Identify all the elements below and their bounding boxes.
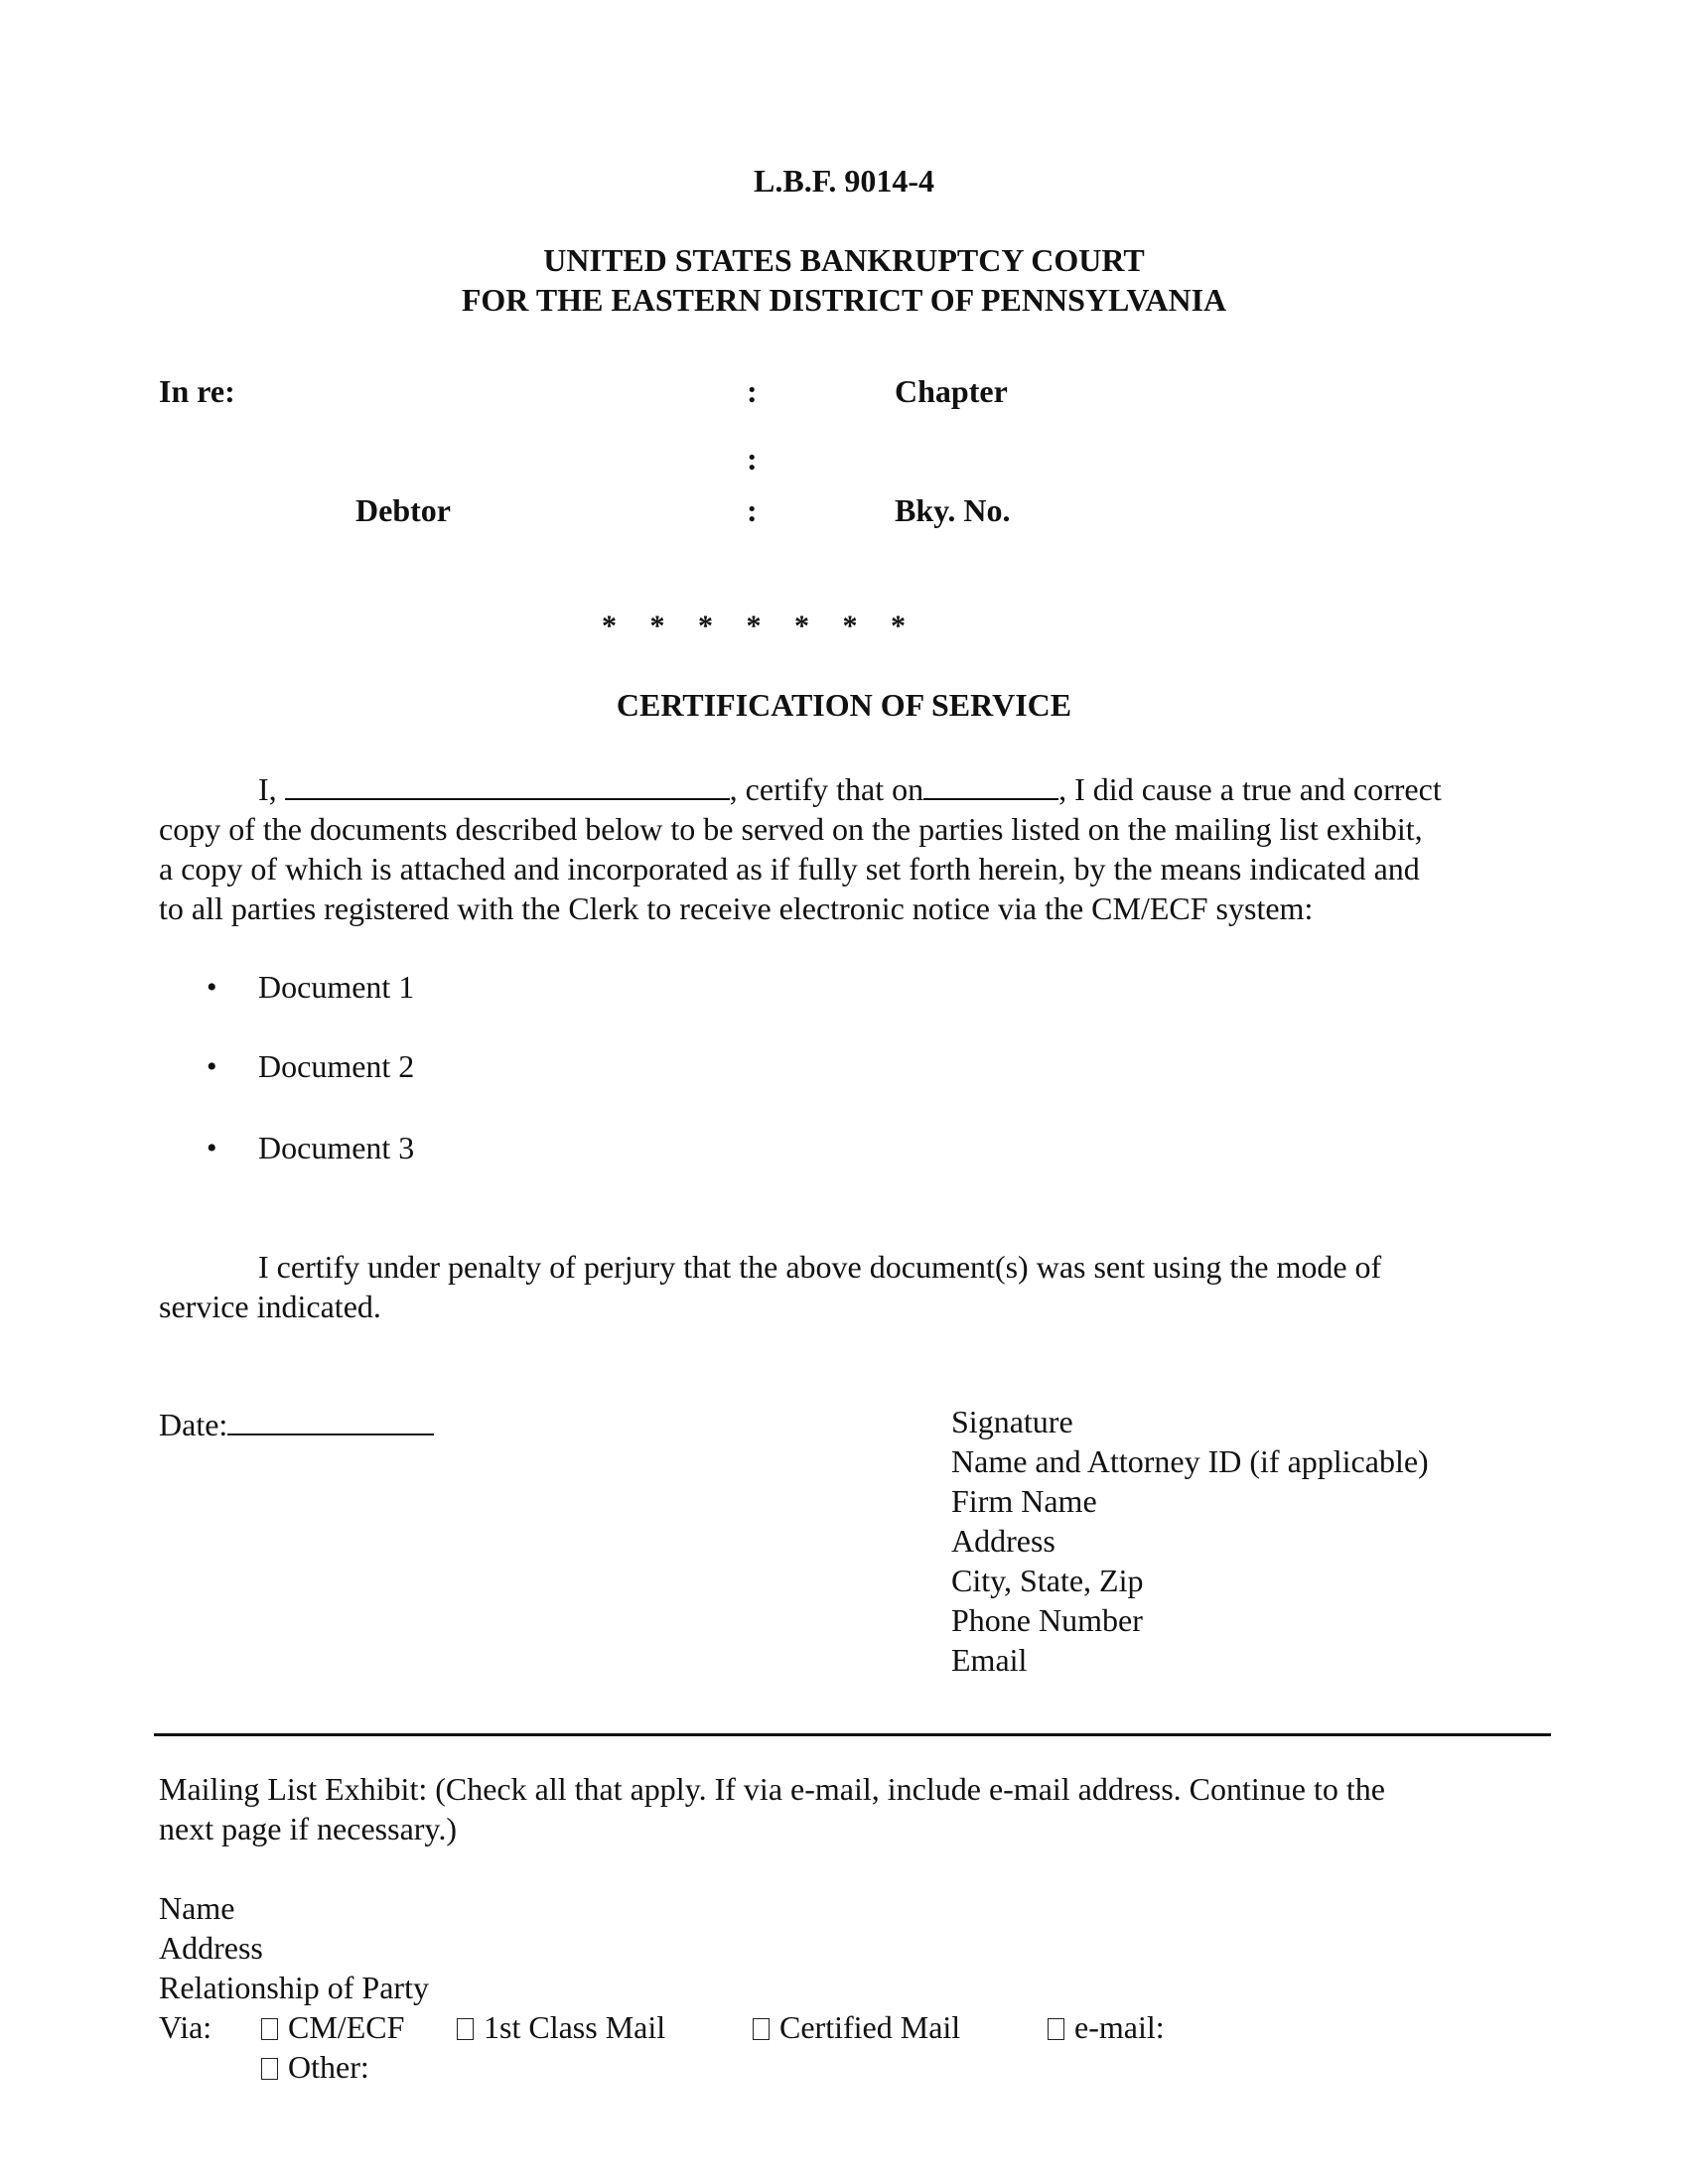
caption-colon: : — [747, 492, 758, 528]
signature-block — [951, 1402, 1429, 1680]
signature-line: Signature — [951, 1404, 1073, 1439]
via-row — [159, 2007, 1385, 2047]
option-cm-ecf[interactable] — [261, 2007, 404, 2047]
court-name-line2: FOR THE EASTERN DISTRICT OF PENNSYLVANIA — [461, 282, 1227, 318]
perjury-line2: service indicated. — [159, 1289, 381, 1324]
checkbox-icon[interactable] — [261, 2018, 278, 2040]
option-other[interactable] — [261, 2047, 369, 2087]
other-row — [159, 2047, 1385, 2087]
cert-line2: copy of the documents described below to be served on the parties listed on the mailing list exhibit, — [159, 811, 1423, 847]
bullet-icon: • — [207, 1132, 217, 1164]
mailing-instructions-line2: next page if necessary.) — [159, 1811, 457, 1846]
option-email[interactable] — [1048, 2007, 1165, 2047]
debtor-label: Debtor — [355, 492, 451, 528]
cert-prefix: I, — [258, 771, 277, 807]
mailing-list-exhibit — [159, 1769, 1385, 2087]
option-first-class-mail[interactable] — [457, 2007, 665, 2047]
checkbox-icon[interactable] — [457, 2018, 474, 2040]
cert-line4: to all parties registered with the Clerk to receive electronic notice via the CM/ECF system: — [159, 890, 1314, 926]
bullet-icon: • — [207, 1050, 217, 1083]
certifier-name-blank[interactable] — [285, 766, 730, 800]
address-line: Address — [951, 1523, 1055, 1559]
chapter-label: Chapter — [895, 373, 1008, 409]
court-name-line1: UNITED STATES BANKRUPTCY COURT — [543, 242, 1145, 278]
option-label: CM/ECF — [288, 2009, 405, 2045]
bky-no-label: Bky. No. — [895, 492, 1011, 528]
perjury-paragraph — [159, 1247, 1549, 1326]
caption-colon: : — [747, 373, 758, 409]
city-state-zip-line: City, State, Zip — [951, 1563, 1144, 1598]
party-address-label: Address — [159, 1930, 263, 1966]
bullet-icon: • — [207, 971, 217, 1004]
form-id: L.B.F. 9014-4 — [754, 163, 934, 199]
mailing-instructions-line1: Mailing List Exhibit: (Check all that apply. If via e-mail, include e-mail address. Continue to the — [159, 1771, 1385, 1807]
list-item: Document 1 — [258, 969, 415, 1005]
party-relationship-label: Relationship of Party — [159, 1970, 429, 2005]
cert-line3: a copy of which is attached and incorporated as if fully set forth herein, by the means indicated and — [159, 851, 1420, 887]
cert-mid: , certify that on — [729, 771, 924, 807]
date-field — [159, 1402, 434, 1443]
caption-colon: : — [747, 441, 758, 477]
date-label: Date: — [159, 1407, 228, 1442]
attorney-id-line: Name and Attorney ID (if applicable) — [951, 1443, 1429, 1479]
certification-paragraph — [159, 766, 1549, 928]
date-blank[interactable] — [227, 1402, 434, 1435]
perjury-line1: I certify under penalty of perjury that the above document(s) was sent using the mode of — [258, 1249, 1382, 1285]
asterisk-separator: * * * * * * * — [602, 610, 906, 642]
option-label: Certified Mail — [779, 2009, 961, 2045]
email-line: Email — [951, 1642, 1028, 1678]
option-label: 1st Class Mail — [484, 2009, 666, 2045]
option-certified-mail[interactable] — [753, 2007, 960, 2047]
section-divider — [154, 1733, 1551, 1736]
list-item: Document 3 — [258, 1130, 415, 1165]
party-name-label: Name — [159, 1890, 235, 1926]
firm-name-line: Firm Name — [951, 1483, 1097, 1519]
option-label: e-mail: — [1074, 2009, 1165, 2045]
document-title: CERTIFICATION OF SERVICE — [616, 687, 1072, 723]
checkbox-icon[interactable] — [261, 2058, 278, 2080]
checkbox-icon[interactable] — [753, 2018, 770, 2040]
service-date-blank[interactable] — [923, 766, 1058, 800]
list-item: Document 2 — [258, 1048, 415, 1084]
checkbox-icon[interactable] — [1048, 2018, 1064, 2040]
phone-line: Phone Number — [951, 1602, 1143, 1638]
cert-suffix: , I did cause a true and correct — [1058, 771, 1442, 807]
option-label: Other: — [288, 2049, 369, 2085]
in-re-label: In re: — [159, 373, 235, 409]
via-label: Via: — [159, 2009, 212, 2045]
